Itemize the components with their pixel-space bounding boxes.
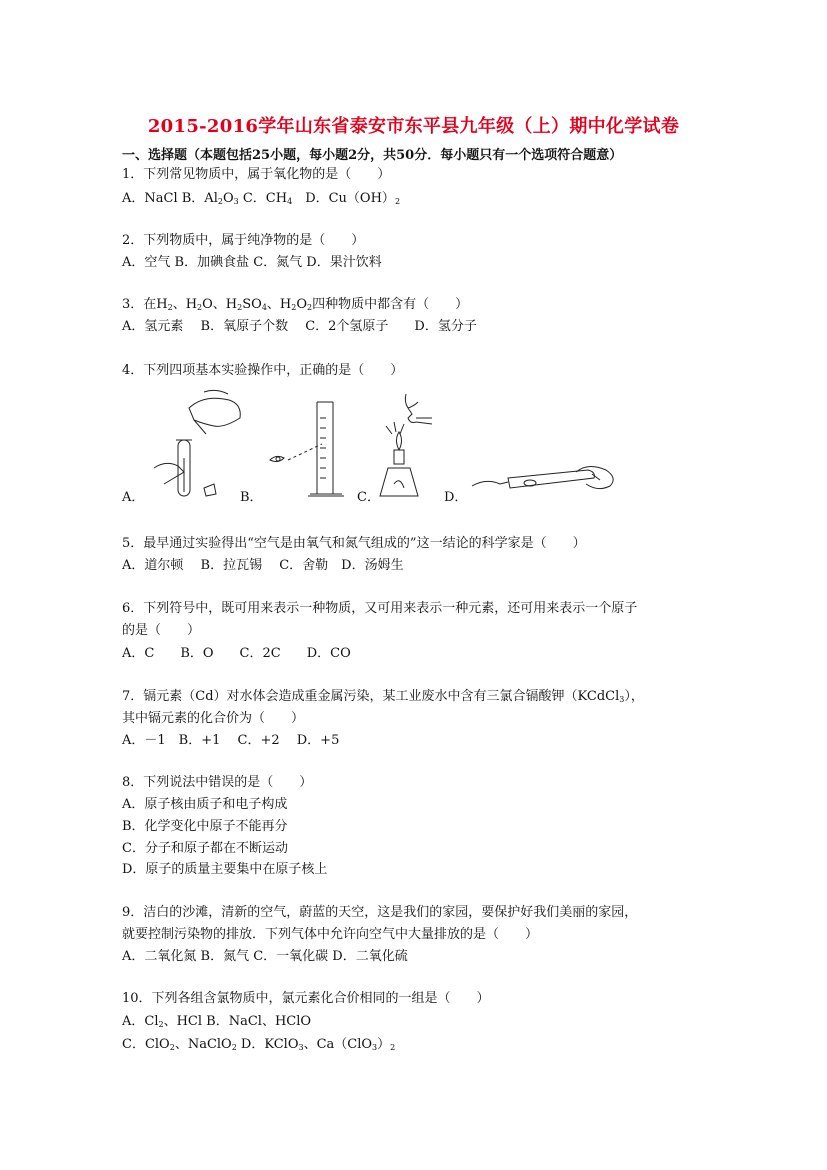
- q3-text: 四种物质中都含有（ ）: [312, 297, 469, 312]
- q6-options: A．C B．O C．2C D．CO: [122, 646, 351, 661]
- q7-text: ），: [624, 689, 644, 704]
- q8-option-b: B．化学变化中原子不能再分: [122, 819, 288, 834]
- q10-text: 、HCl B．NaCl、HClO: [163, 1014, 312, 1029]
- q3-sub: 2: [167, 303, 173, 312]
- q6-stem-line1: 6．下列符号中，既可用来表示一种物质，又可用来表示一种元素，还可用来表示一个原子: [122, 601, 638, 616]
- q7-stem-line1: [122, 688, 644, 706]
- section-heading: 一、选择题（本题包括25小题，每小题2分，共50分．每小题只有一个选项符合题意）: [122, 148, 623, 163]
- q10-sub: 2: [169, 1043, 175, 1052]
- q9-stem-line2: 就要控制污染物的排放．下列气体中允许向空气中大量排放的是（ ）: [122, 927, 539, 942]
- graduated-cylinder-figure: [262, 388, 362, 503]
- q9-stem-line1: 9．洁白的沙滩，清新的空气，蔚蓝的天空，这是我们的家园，要保护好我们美丽的家园，: [122, 905, 638, 920]
- q10-options-line1: [122, 1013, 311, 1031]
- q8-stem: 8．下列说法中错误的是（ ）: [122, 775, 313, 790]
- q10-sub: 3: [372, 1043, 378, 1052]
- q4-label-c: C．: [357, 490, 380, 505]
- q10-options-line2: [122, 1036, 395, 1054]
- q8-option-a: A．原子核由质子和电子构成: [122, 797, 288, 812]
- q10-text: 、Ca（ClO: [303, 1037, 373, 1052]
- q3-sub: 4: [261, 303, 267, 312]
- q2-stem: 2．下列物质中，属于纯净物的是（ ）: [122, 233, 365, 248]
- q4-label-a: A．: [122, 490, 145, 505]
- q7-text: 7．镉元素（Cd）对水体会造成重金属污染，某工业废水中含有三氯合镉酸钾（KCdCl: [122, 689, 620, 704]
- q1-sub: 4: [287, 197, 293, 206]
- q6-stem-line2: 的是（ ）: [122, 623, 201, 638]
- q10-sub: 2: [390, 1043, 396, 1052]
- q10-text: D．KClO: [236, 1037, 299, 1052]
- q3-text: 、H: [266, 297, 292, 312]
- q1-opt-text: C．CH: [238, 191, 288, 206]
- q3-text: 3．在H: [122, 297, 168, 312]
- q8-option-c: C．分子和原子都在不断运动: [122, 841, 288, 856]
- q1-sub: 3: [233, 197, 239, 206]
- q3-options: A．氢元素 B．氧原子个数 C．2个氢原子 D．氢分子: [122, 319, 477, 334]
- q1-opt-text: O: [222, 191, 234, 206]
- q1-sub: 2: [217, 197, 223, 206]
- q3-sub: 2: [307, 303, 313, 312]
- q5-stem: 5．最早通过实验得出“空气是由氧气和氮气组成的”这一结论的科学家是（ ）: [122, 536, 586, 551]
- q10-text: ）: [377, 1037, 391, 1052]
- q3-text: SO: [242, 297, 262, 312]
- q10-stem: 10．下列各组含氯物质中，氯元素化合价相同的一组是（ ）: [122, 991, 490, 1006]
- exam-title: 2015-2016学年山东省泰安市东平县九年级（上）期中化学试卷: [147, 116, 680, 137]
- q10-text: 、NaClO: [174, 1037, 232, 1052]
- q3-sub: 2: [291, 303, 297, 312]
- q1-options: [122, 190, 400, 208]
- q10-sub: 2: [231, 1043, 237, 1052]
- q8-option-d: D．原子的质量主要集中在原子核上: [122, 862, 328, 877]
- q10-sub: 3: [298, 1043, 304, 1052]
- q7-stem-line2: 其中镉元素的化合价为（ ）: [122, 711, 305, 726]
- q1-opt-text: A．NaCl B．Al: [122, 191, 218, 206]
- alcohol-lamp-figure: [374, 388, 454, 503]
- test-tube-heating-figure: [468, 388, 628, 503]
- q1-opt-text: D．Cu（OH）: [292, 191, 395, 206]
- q3-stem: [122, 296, 468, 314]
- q3-sub: 2: [237, 303, 243, 312]
- q7-options: A．－1 B．+1 C．+2 D．+5: [122, 733, 340, 748]
- q10-sub: 2: [158, 1020, 164, 1029]
- q4-label-b: B．: [240, 490, 263, 505]
- q7-sub: 3: [619, 695, 625, 704]
- q2-options: A．空气 B．加碘食盐 C．氮气 D．果汁饮料: [122, 255, 382, 270]
- q1-sub: 2: [394, 197, 401, 206]
- q4-stem: 4．下列四项基本实验操作中，正确的是（ ）: [122, 363, 404, 378]
- q1-stem: 1．下列常见物质中，属于氧化物的是（ ）: [122, 167, 391, 182]
- pouring-liquid-figure: [144, 388, 244, 503]
- q3-text: 、H: [172, 297, 198, 312]
- q4-label-d: D．: [444, 490, 468, 505]
- q10-text: C．ClO: [122, 1037, 170, 1052]
- q3-text: O、H: [202, 297, 238, 312]
- q10-text: A．Cl: [122, 1014, 159, 1029]
- q5-options: A．道尔顿 B．拉瓦锡 C．舍勒 D．汤姆生: [122, 558, 404, 573]
- q4-figures: [122, 388, 642, 506]
- q9-options: A．二氧化氮 B．氮气 C．一氧化碳 D．二氧化硫: [122, 949, 408, 964]
- q3-sub: 2: [197, 303, 203, 312]
- q3-text: O: [296, 297, 308, 312]
